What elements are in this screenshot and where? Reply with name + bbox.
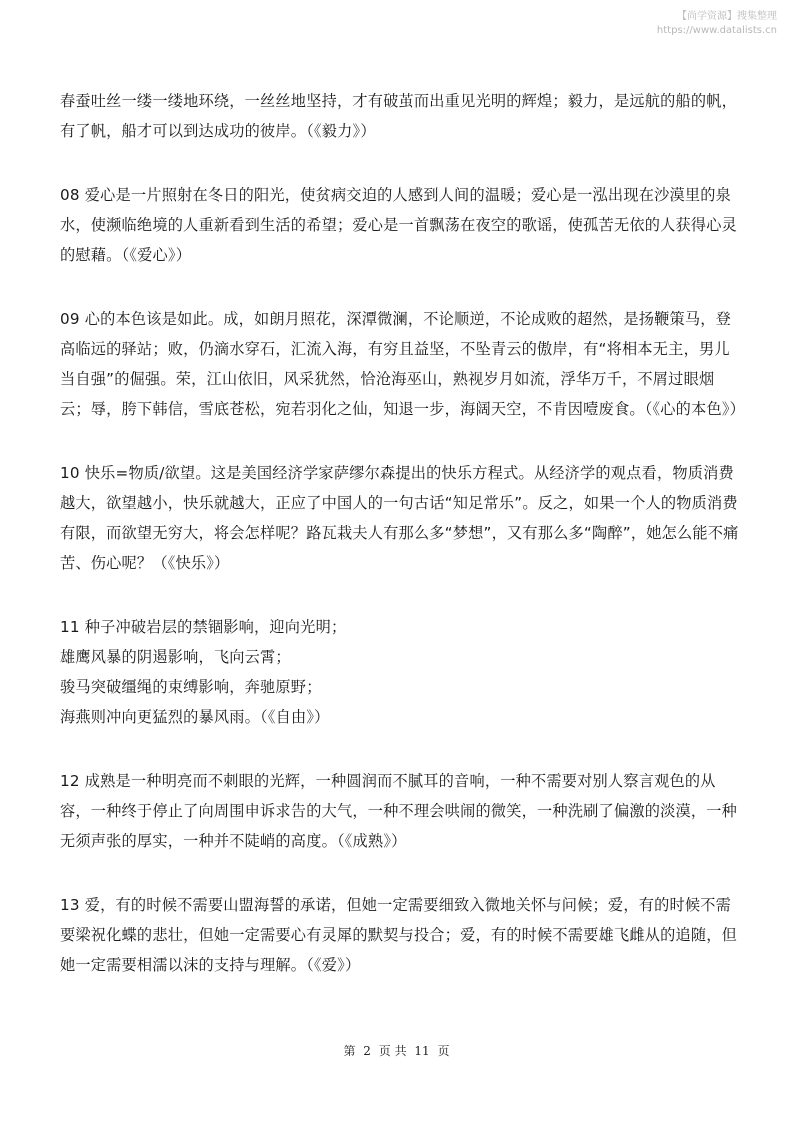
paragraph-10-happiness: [60, 458, 742, 578]
paragraph-line: 08 爱心是一片照射在冬日的阳光，使贫病交迫的人感到人间的温暖；爱心是一泓出现在沙漠里的泉水，使濒临绝境的人重新看到生活的希望；爱心是一首飘荡在夜空的歌谣，使孤苦无依的人获得心灵的慰藉。（《爱心》）: [60, 186, 738, 264]
document-body: [60, 86, 746, 1014]
paragraph-line: 11 种子冲破岩层的禁锢影响，迎向光明；: [60, 618, 347, 636]
paragraph-line: 12 成熟是一种明亮而不刺眼的光辉，一种圆润而不腻耳的音响，一种不需要对别人察言观色的从容，一种终于停止了向周围申诉求告的大气，一种不理会哄闹的微笑，一种洗刷了偏激的淡漠，一种无须声张的厚实，一种并不陡峭的高度。（《成熟》）: [60, 772, 738, 850]
paragraph-line: 09 心的本色该是如此。成，如朗月照花，深潭微澜，不论顺逆，不论成败的超然，是扬鞭策马，登高临远的驿站；败，仍滴水穿石，汇流入海，有穷且益坚，不坠青云的傲岸，有“将相本无主，男儿当自强”的倔强。荣，江山依旧，风采犹然，恰沧海巫山，熟视岁月如流，浮华万千，不屑过眼烟云；辱，胯下韩信，雪底苍松，宛若羽化之仙，知退一步，海阔天空，不肯因噎废食。（《心的本色》）: [60, 310, 746, 418]
paragraph-13-love: [60, 890, 742, 980]
page-footer: [0, 1042, 793, 1059]
page-number: 2: [363, 1044, 371, 1058]
watermark-url: https://www.datalists.cn: [656, 25, 777, 36]
footer-prefix: 第: [343, 1044, 356, 1058]
watermark-title: 【尚学资源】搜集整理: [677, 11, 777, 22]
paragraph-09-true-color-of-heart: [60, 304, 746, 424]
footer-mid: 页 共: [378, 1044, 407, 1058]
paragraph-12-maturity: [60, 766, 742, 856]
total-pages: 11: [414, 1044, 430, 1058]
paragraph-line: 骏马突破缰绳的束缚影响，奔驰原野；: [60, 678, 322, 696]
watermark: [657, 10, 777, 38]
paragraph-line: 10 快乐=物质/欲望。这是美国经济学家萨缪尔森提出的快乐方程式。从经济学的观点看，物质消费越大，欲望越小，快乐就越大，正应了中国人的一句古话“知足常乐”。反之，如果一个人的物质消费有限，而欲望无穷大，将会怎样呢？路瓦栽夫人有那么多“梦想”，又有那么多“陶醉”，她怎么能不痛苦、伤心呢？（《快乐》）: [60, 464, 739, 572]
paragraph-perseverance: [60, 86, 742, 146]
paragraph-line: 雄鹰风暴的阴遏影响，飞向云霄；: [60, 648, 291, 666]
paragraph-line: 海燕则冲向更猛烈的暴风雨。（《自由》）: [60, 708, 330, 726]
paragraph-08-love-heart: [60, 180, 742, 270]
paragraph-11-freedom: [60, 612, 742, 732]
footer-suffix: 页: [437, 1044, 450, 1058]
paragraph-line: 13 爱，有的时候不需要山盟海誓的承诺，但她一定需要细致入微地关怀与问候；爱，有的时候不需要梁祝化蝶的悲壮，但她一定需要心有灵犀的默契与投合；爱，有的时候不需要雄飞雌从的追随，但她一定需要相濡以沫的支持与理解。（《爱》）: [60, 896, 738, 974]
paragraph-line: 春蚕吐丝一缕一缕地环绕，一丝丝地坚持，才有破茧而出重见光明的辉煌；毅力，是远航的船的帆，有了帆，船才可以到达成功的彼岸。（《毅力》）: [60, 92, 738, 140]
